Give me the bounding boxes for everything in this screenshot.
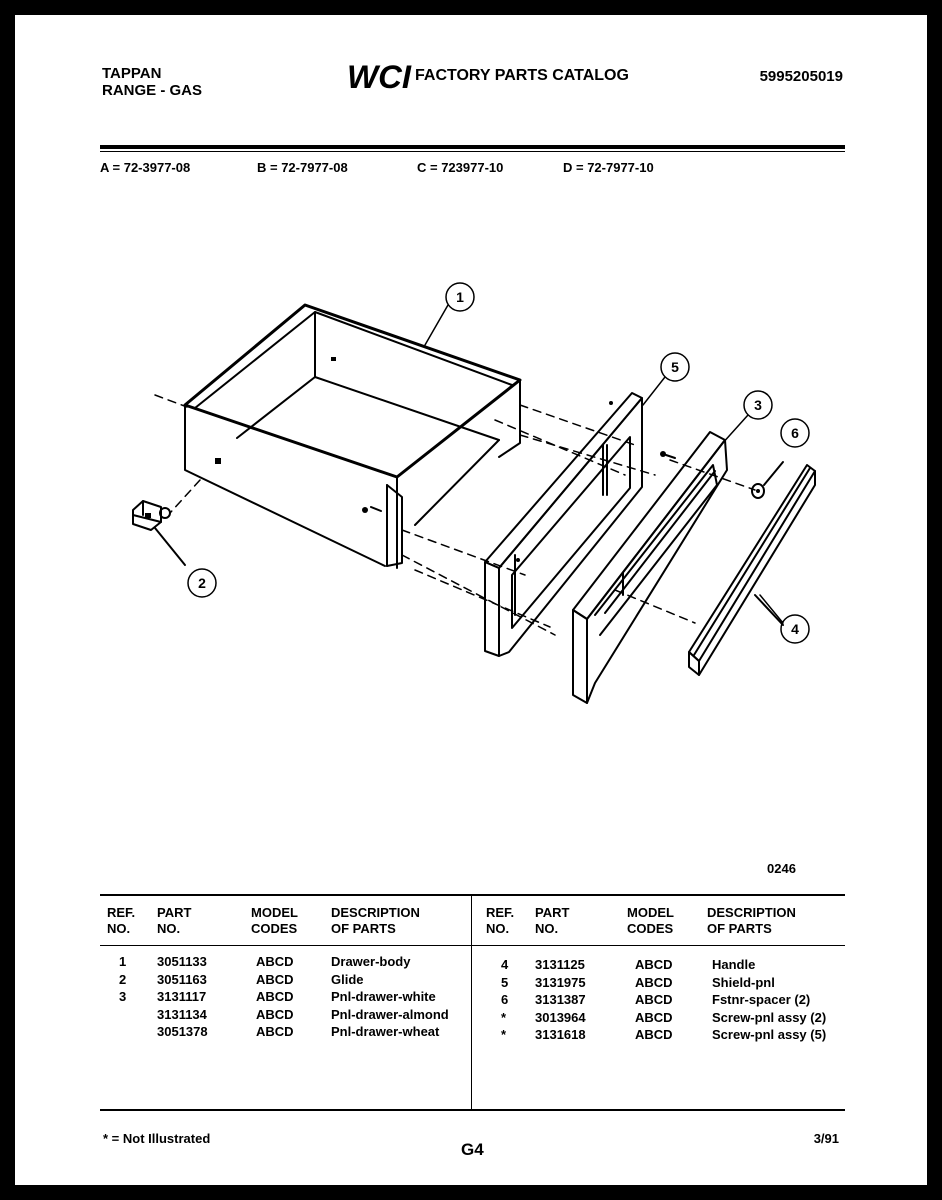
model-code-a: A = 72-3977-08	[100, 160, 191, 175]
table-row-desc: Fstnr-spacer (2)	[712, 992, 811, 1007]
table-header-rule	[100, 945, 845, 946]
left-ref-column	[119, 953, 126, 1041]
shield-panel-drawing	[485, 393, 642, 656]
table-row-part: 3051378	[157, 1024, 208, 1039]
callout-label-3: 3	[754, 397, 762, 413]
table-row-model: ABCD	[256, 989, 294, 1004]
table-row-part: 3051133	[157, 954, 207, 969]
callout-4	[760, 595, 809, 643]
header-part-right: PART NO.	[535, 905, 570, 936]
table-row-ref: 1	[119, 954, 127, 969]
product-name: RANGE - GAS	[102, 82, 203, 99]
header-model: MODEL CODES	[251, 905, 298, 936]
footnote: * = Not Illustrated	[103, 1131, 211, 1146]
fastener-spacer-drawing	[752, 462, 783, 498]
table-row-model: ABCD	[635, 992, 673, 1007]
table-row-part: 3131117	[157, 989, 207, 1004]
table-row-model: ABCD	[635, 1027, 673, 1042]
header-part: PART NO.	[157, 905, 192, 936]
table-row-part: 3051163	[157, 971, 207, 987]
callout-3	[721, 391, 772, 445]
table-row-part: 3131134	[157, 1006, 207, 1022]
right-model-column	[635, 956, 673, 1044]
callout-label-2: 2	[198, 575, 206, 591]
table-row-model: ABCD	[256, 1024, 294, 1039]
callout-label-5: 5	[671, 359, 679, 375]
table-row-ref: 6	[501, 992, 509, 1007]
table-row-part: 3131125	[535, 957, 585, 972]
table-row-desc: Screw-pnl assy (5)	[712, 1027, 827, 1042]
table-row-part: 3013964	[535, 1009, 586, 1025]
catalog-title: FACTORY PARTS CATALOG	[415, 67, 629, 84]
table-row-desc: Pnl-drawer-almond	[331, 1006, 449, 1022]
callout-label-1: 1	[456, 289, 464, 305]
table-row-model: ABCD	[635, 974, 673, 990]
right-part-column	[535, 956, 586, 1044]
screws-drawing	[660, 451, 675, 458]
right-desc-column	[712, 956, 826, 1044]
catalog-number: 5995205019	[759, 68, 843, 85]
table-row-desc: Pnl-drawer-white	[331, 989, 436, 1004]
table-row-desc: Drawer-body	[331, 954, 411, 969]
table-top-rule	[100, 894, 845, 896]
figure-number: 0246	[767, 861, 796, 876]
header-ref-right: REF. NO.	[486, 905, 515, 936]
header-model-right: MODEL CODES	[627, 905, 674, 936]
callout-5	[643, 353, 689, 405]
right-ref-column	[501, 956, 508, 1044]
table-row-desc: Handle	[712, 957, 756, 972]
model-code-c: C = 723977-10	[417, 160, 504, 175]
model-code-b: B = 72-7977-08	[257, 160, 348, 175]
page-number: G4	[461, 1140, 484, 1159]
table-row-desc: Pnl-drawer-wheat	[331, 1024, 440, 1039]
table-row-part: 3131387	[535, 992, 586, 1007]
header-ref: REF. NO.	[107, 905, 136, 936]
table-row-ref	[119, 1023, 126, 1041]
left-model-column	[256, 953, 294, 1041]
table-row-ref: 4	[501, 957, 509, 972]
table-row-desc: Shield-pnl	[712, 974, 775, 990]
callout-label-6: 6	[791, 425, 799, 441]
table-row-ref: 2	[119, 971, 127, 987]
table-row-desc: Screw-pnl assy (2)	[712, 1009, 827, 1025]
left-desc-column	[331, 953, 449, 1041]
drawer-body-drawing	[185, 305, 520, 568]
table-row-ref: 5	[501, 974, 509, 990]
callout-1	[425, 283, 474, 345]
table-row-model: ABCD	[256, 971, 294, 987]
table-row-part: 3131618	[535, 1027, 586, 1042]
exploded-diagram	[15, 15, 927, 875]
brand-name: TAPPAN	[102, 65, 162, 82]
table-row-model: ABCD	[256, 1006, 294, 1022]
table-row-ref: *	[501, 1009, 507, 1025]
table-row-model: ABCD	[635, 1009, 673, 1025]
table-row-model: ABCD	[635, 957, 673, 972]
header-desc-right: DESCRIPTION OF PARTS	[707, 905, 796, 936]
glide-drawing	[133, 501, 185, 565]
table-row-desc: Glide	[331, 971, 364, 987]
table-row-ref: 3	[119, 989, 127, 1004]
table-row-ref	[119, 1006, 126, 1024]
model-code-d: D = 72-7977-10	[563, 160, 654, 175]
logo-text: WCI	[347, 60, 413, 94]
catalog-page	[15, 15, 927, 1185]
header-desc: DESCRIPTION OF PARTS	[331, 905, 420, 936]
callout-label-4: 4	[791, 621, 799, 637]
table-bottom-rule	[100, 1109, 845, 1111]
table-row-ref: *	[501, 1027, 507, 1042]
left-part-column	[157, 953, 208, 1041]
table-row-model: ABCD	[256, 954, 294, 969]
table-divider	[471, 895, 472, 1110]
revision-date: 3/91	[813, 1131, 839, 1146]
table-row-part: 3131975	[535, 974, 586, 990]
